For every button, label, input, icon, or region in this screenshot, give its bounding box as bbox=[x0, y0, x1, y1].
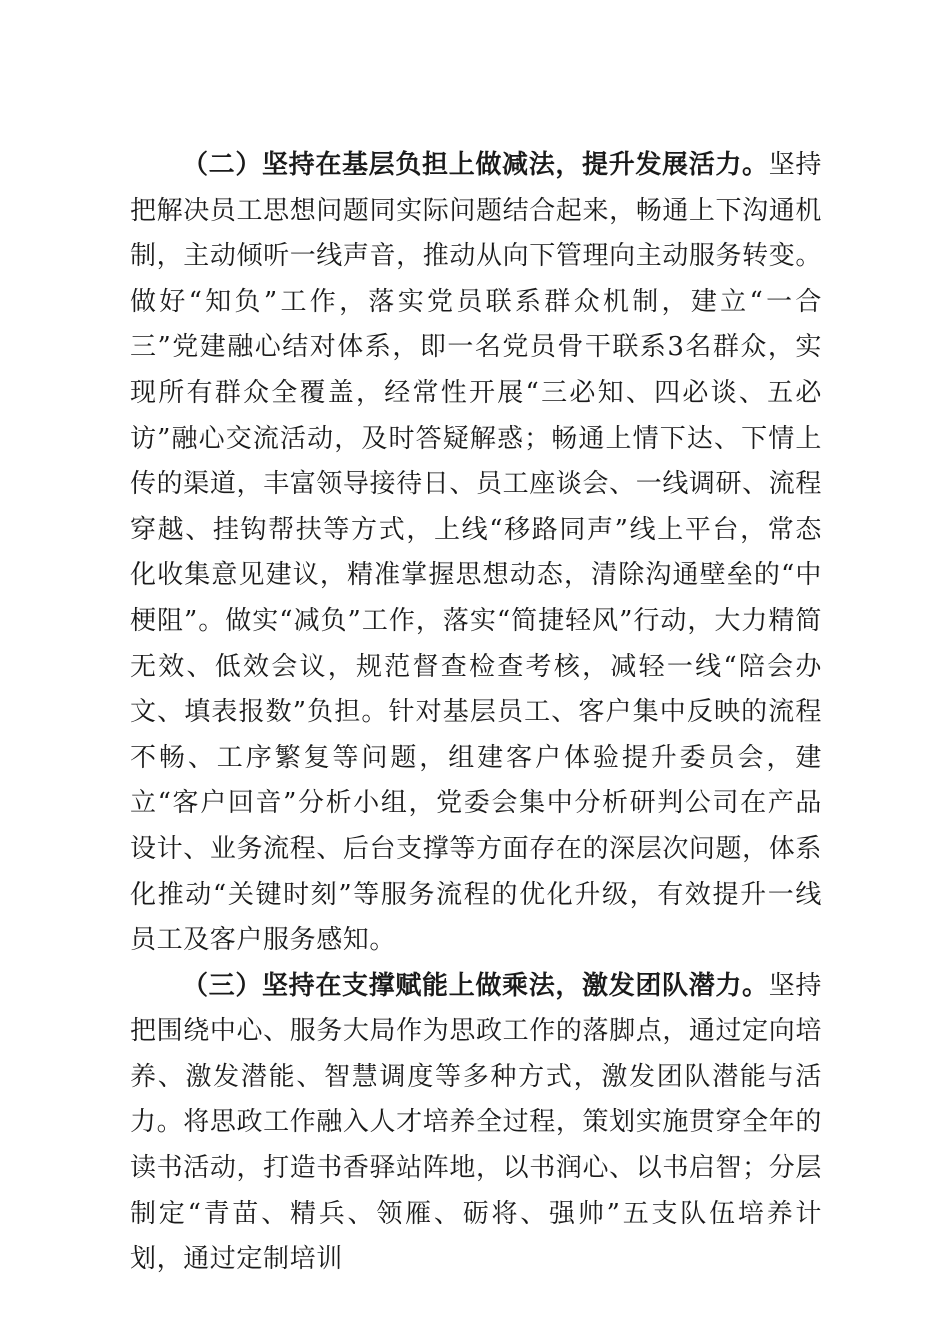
paragraph-body: 坚持把解决员工思想问题同实际问题结合起来，畅通上下沟通机制，主动倾听一线声音，推动从向下管理向主动服务转变。做好“知负”工作，落实党员联系群众机制，建立“一合三”党建融心结对体系，即一名党员骨干联系3名群众，实现所有群众全覆盖，经常性开展“三必知、四必谈、五必访”融心交流活动，及时答疑解惑；畅通上情下达、下情上传的渠道，丰富领导接待日、员工座谈会、一线调研、流程穿越、挂钩帮扶等方式，上线“移路同声”线上平台，常态化收集意见建议，精准掌握思想动态，清除沟通壁垒的“中梗阻”。做实“减负”工作，落实“简捷轻风”行动，大力精简无效、低效会议，规范督查检查考核，减轻一线“陪会办文、填表报数”负担。针对基层员工、客户集中反映的流程不畅、工序繁复等问题，组建客户体验提升委员会，建立“客户回音”分析小组，党委会集中分析研判公司在产品设计、业务流程、后台支撑等方面存在的深层次问题，体系化推动“关键时刻”等服务流程的优化升级，有效提升一线员工及客户服务感知。 bbox=[130, 150, 823, 956]
section-heading: （二）坚持在基层负担上做减法，提升发展活力。 bbox=[182, 150, 769, 180]
paragraph-body: 坚持把围绕中心、服务大局作为思政工作的落脚点，通过定向培养、激发潜能、智慧调度等多种方式，激发团队潜能与活力。将思政工作融入人才培养全过程，策划实施贯穿全年的读书活动，打造书香驿站阵地，以书润心、以书启智；分层制定“青苗、精兵、领雁、砺将、强帅”五支队伍培养计划，通过定制培训 bbox=[130, 970, 823, 1275]
paragraph-section-2 bbox=[130, 143, 822, 964]
document-page bbox=[130, 143, 822, 1283]
section-heading: （三）坚持在支撑赋能上做乘法，激发团队潜力。 bbox=[182, 970, 769, 1001]
paragraph-section-3 bbox=[130, 964, 822, 1283]
